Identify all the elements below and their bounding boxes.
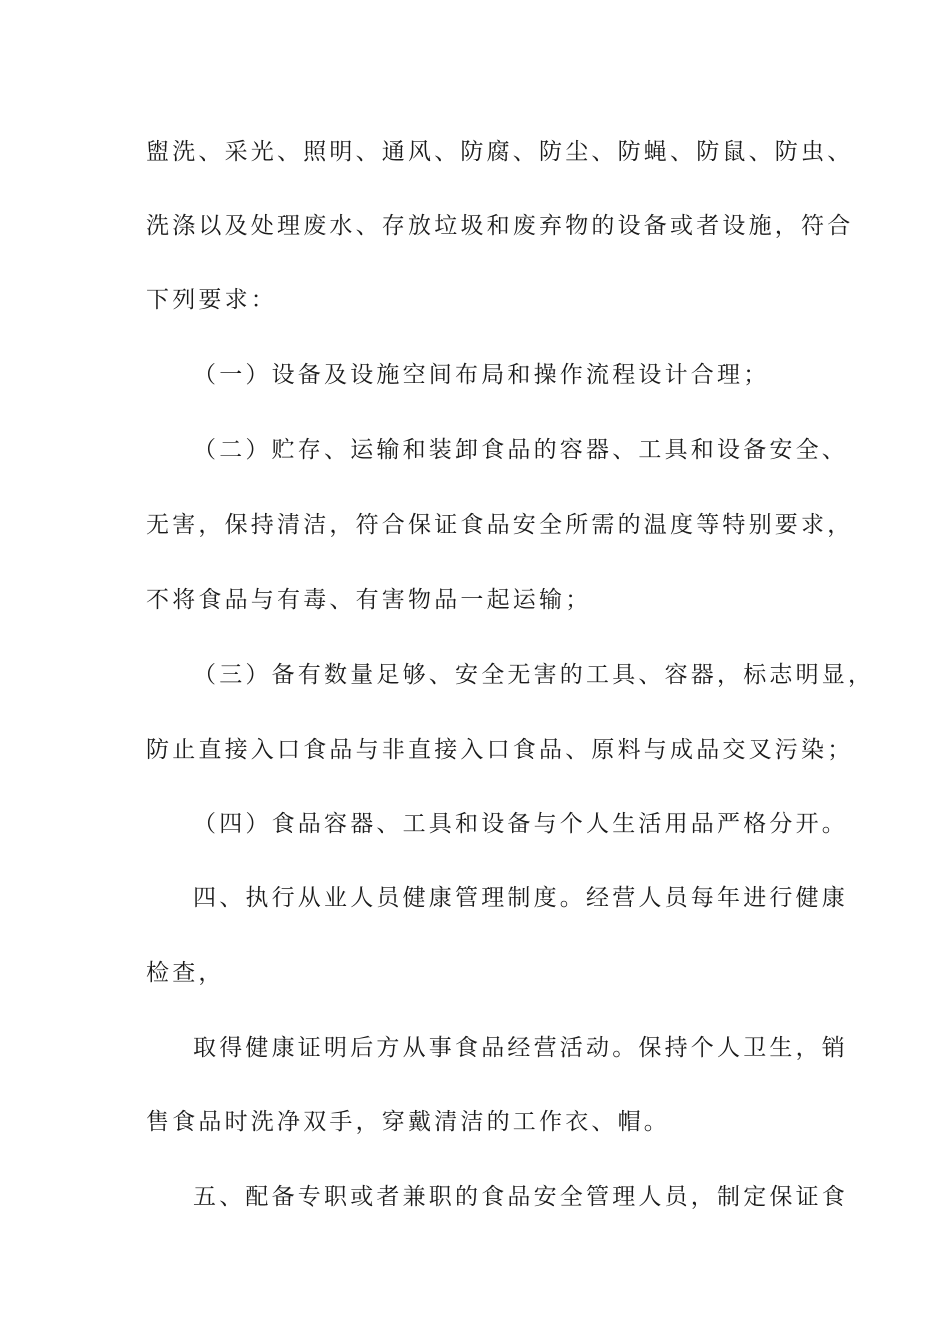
text-line: （二）贮存、运输和装卸食品的容器、工具和设备安全、 <box>193 437 848 463</box>
text-line: （三）备有数量足够、安全无害的工具、容器，标志明显， <box>193 662 875 688</box>
text-line: （一）设备及设施空间布局和操作流程设计合理； <box>193 362 770 388</box>
text-line: 盥洗、采光、照明、通风、防腐、防尘、防蝇、防鼠、防虫、 <box>146 139 854 165</box>
text-line: 下列要求： <box>146 287 277 313</box>
text-line: 洗涤以及处理废水、存放垃圾和废弃物的设备或者设施，符合 <box>146 213 854 239</box>
text-line: 检查， <box>146 960 225 986</box>
text-line: 不将食品与有毒、有害物品一起运输； <box>146 587 592 613</box>
text-line: 取得健康证明后方从事食品经营活动。保持个人卫生，销 <box>193 1035 848 1061</box>
text-line: （四）食品容器、工具和设备与个人生活用品严格分开。 <box>193 811 848 837</box>
text-line: 四、执行从业人员健康管理制度。经营人员每年进行健康 <box>193 885 848 911</box>
text-line: 五、配备专职或者兼职的食品安全管理人员，制定保证食 <box>193 1184 848 1210</box>
text-line: 防止直接入口食品与非直接入口食品、原料与成品交叉污染； <box>146 737 854 763</box>
text-line: 无害，保持清洁，符合保证食品安全所需的温度等特别要求， <box>146 512 854 538</box>
text-line: 售食品时洗净双手，穿戴清洁的工作衣、帽。 <box>146 1109 670 1135</box>
